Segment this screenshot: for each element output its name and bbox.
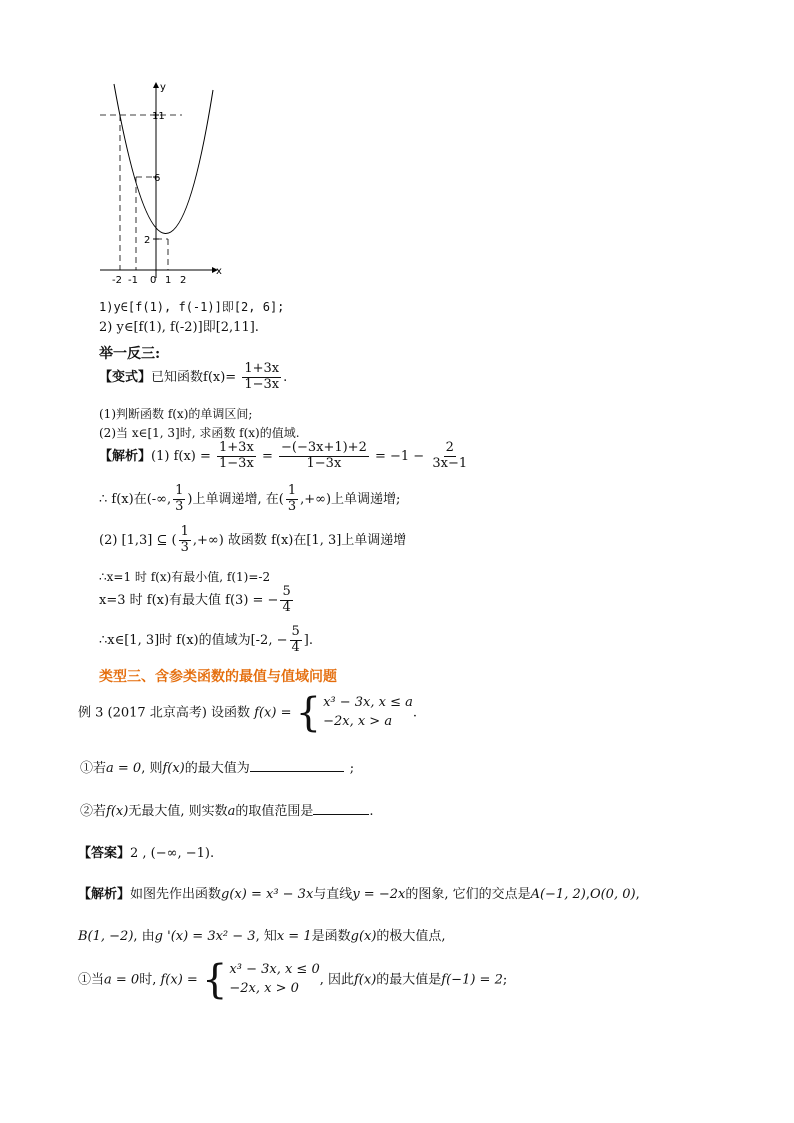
x-tick-2: 2 — [180, 275, 187, 285]
s1-f2-den: 1−3x — [306, 455, 342, 471]
ex3-prefix: 例 3 (2017 北京高考) 设函数 — [78, 705, 251, 721]
s3-f-num: 1 — [180, 524, 189, 539]
an-p3-e: f(x) — [353, 972, 377, 988]
s2-c: ,+∞)上单调递增; — [300, 491, 401, 507]
an-p3-d: , 因此 — [319, 972, 354, 988]
s2-a: ∴ f(x)在(-∞, — [99, 491, 172, 507]
ex3-case2: −2x, x > a — [323, 714, 393, 729]
answer-blank-1[interactable] — [250, 771, 344, 772]
ex3-fx: f(x) = — [254, 705, 292, 721]
ex3-q2-end: . — [369, 804, 374, 819]
ex3-q2-b: f(x) — [106, 804, 129, 819]
ex3-q2-e: 的取值范围是 — [235, 804, 314, 819]
x-tick--1: -1 — [128, 275, 138, 285]
s5-f-num: 5 — [282, 584, 291, 599]
ex3-case1: x³ − 3x, x ≤ a — [323, 695, 413, 711]
an-p3-h: ; — [502, 972, 508, 988]
an-p1-a: 如图先作出函数 — [130, 887, 222, 902]
type3-heading: 类型三、含参类函数的最值与值域问题 — [99, 669, 337, 685]
example3-q1 — [80, 757, 354, 776]
parabola-curve — [114, 84, 213, 234]
ex3-q1-c: , 则 — [141, 761, 163, 776]
analysis-p2 — [78, 925, 446, 944]
an-p1-f: A(−1, 2) — [530, 887, 586, 902]
an-p3-g: f(−1) = 2 — [441, 972, 503, 988]
s6-f-den: 4 — [291, 639, 300, 655]
variant-q2: (2)当 x∈[1, 3]时, 求函数 f(x)的值域. — [99, 426, 300, 440]
an-p3-a: ①当 — [78, 972, 105, 988]
ex3-q2-a: ②若 — [80, 804, 107, 819]
y-tick-6: 6 — [154, 173, 161, 184]
x-tick-1: 1 — [165, 275, 172, 285]
parabola-graph — [92, 80, 232, 285]
s2-b: )上单调递增, 在( — [187, 491, 284, 507]
an-p1-g: , — [585, 887, 590, 902]
s2-f2-den: 3 — [287, 498, 297, 514]
s1-eq: = — [261, 448, 273, 464]
s6-f-num: 5 — [291, 624, 300, 639]
solution-step-5 — [99, 585, 295, 616]
an-p1-c: 与直线 — [313, 887, 353, 902]
solution-step-2 — [99, 484, 400, 515]
ex3-q1-d: f(x) — [162, 761, 185, 776]
an-p1-e: 的图象, 它们的交点是 — [405, 887, 531, 902]
an-p2-b: , 由 — [133, 929, 155, 944]
ex3-q1-b: a = 0 — [106, 761, 142, 776]
s1-f3-den: 3x−1 — [432, 455, 468, 471]
brace-icon: { — [295, 690, 322, 736]
s2-f2-num: 1 — [287, 483, 297, 498]
variant-q1: (1)判断函数 f(x)的单调区间; — [99, 407, 253, 421]
example3-q2 — [80, 800, 374, 819]
x-tick--2: -2 — [112, 275, 122, 285]
ex3-q2-c: 无最大值, 则实数 — [128, 804, 228, 819]
y-tick-2: 2 — [144, 235, 151, 246]
an-p1-h: O(0, 0) — [589, 887, 636, 902]
an-p3-case1: x³ − 3x, x ≤ 0 — [229, 962, 320, 978]
an-p2-f: 是函数 — [311, 929, 351, 944]
y-tick-11: 11 — [152, 111, 165, 122]
an-p2-h: 的极大值点, — [376, 929, 446, 944]
an-p2-e: x = 1 — [276, 929, 312, 944]
s3-a: (2) [1,3] ⊆ ( — [99, 532, 177, 548]
s1-eq2: = −1 − — [374, 448, 425, 464]
an-p3-c: 时, — [139, 972, 157, 988]
s3-b: ,+∞) 故函数 f(x)在[1, 3]上单调递增 — [192, 532, 407, 548]
result-line-1: 1)y∈[f(1), f(-1)]即[2, 6]; — [99, 300, 285, 314]
s2-f-den: 3 — [175, 498, 184, 514]
x-tick-0: 0 — [150, 275, 157, 285]
s1-f1-num: 1+3x — [219, 440, 254, 455]
s5-f-den: 4 — [282, 599, 291, 615]
variant-statement — [99, 362, 287, 393]
solution-tag: 【解析】 — [99, 448, 152, 464]
ex3-q1-e: 的最大值为 — [184, 761, 250, 776]
analysis-p1 — [78, 883, 640, 902]
s6-b: ]. — [303, 632, 313, 648]
variant-text: 已知函数f(x)= — [151, 369, 237, 385]
solution-step-1 — [99, 441, 471, 472]
variant-frac-den: 1−3x — [244, 376, 280, 392]
s3-f-den: 3 — [180, 539, 189, 555]
an-p3-case2: −2x, x > 0 — [229, 981, 299, 996]
an-p2-a: B(1, −2) — [78, 929, 134, 944]
an-p1-d: y = −2x — [352, 887, 406, 902]
ex3-q1-a: ①若 — [80, 761, 107, 776]
an-p2-g: g(x) — [350, 929, 377, 944]
solution-step-4: ∴x=1 时 f(x)有最小值, f(1)=-2 — [99, 570, 271, 584]
brace-icon: { — [201, 957, 228, 1003]
example3-statement — [78, 690, 418, 736]
solution-step-3 — [99, 525, 406, 556]
analysis-tag: 【解析】 — [78, 887, 131, 902]
s1-pre: (1) f(x) = — [151, 448, 211, 464]
variant-end: . — [283, 369, 288, 385]
an-p3-fx: f(x) = — [160, 972, 198, 988]
ex3-end: . — [412, 705, 418, 721]
ex3-q2-d: a — [227, 804, 236, 819]
answer-blank-2[interactable] — [313, 814, 369, 815]
an-p2-d: , 知 — [255, 929, 277, 944]
y-axis-label: y — [160, 82, 166, 93]
s1-f1-den: 1−3x — [219, 455, 254, 471]
s5-a: x=3 时 f(x)有最大值 f(3) = − — [99, 592, 279, 608]
an-p1-i: , — [635, 887, 640, 902]
s6-a: ∴x∈[1, 3]时 f(x)的值域为[-2, − — [99, 632, 288, 648]
x-axis-label: x — [216, 266, 222, 277]
result-line-2: 2) y∈[f(1), f(-2)]即[2,11]. — [99, 320, 259, 335]
solution-step-6 — [99, 625, 313, 656]
an-p2-c: g '(x) = 3x² − 3 — [154, 929, 256, 944]
an-p3-b: a = 0 — [104, 972, 140, 988]
an-p1-b: g(x) = x³ − 3x — [221, 887, 314, 902]
variant-tag: 【变式】 — [99, 369, 152, 385]
y-axis-arrow — [153, 82, 159, 88]
answer-text: 2 , (−∞, −1). — [130, 846, 215, 861]
variant-frac-num: 1+3x — [244, 361, 280, 376]
heading-ju-yi-fan-san: 举一反三: — [99, 346, 161, 362]
answer-line — [78, 842, 214, 861]
analysis-p3 — [78, 957, 508, 1003]
an-p3-f: 的最大值是 — [376, 972, 442, 988]
s2-f-num: 1 — [175, 483, 184, 498]
answer-tag: 【答案】 — [78, 846, 131, 861]
s1-f3-num: 2 — [445, 440, 454, 455]
s1-f2-num: −(−3x+1)+2 — [280, 440, 367, 455]
ex3-q1-end: ; — [349, 761, 355, 776]
